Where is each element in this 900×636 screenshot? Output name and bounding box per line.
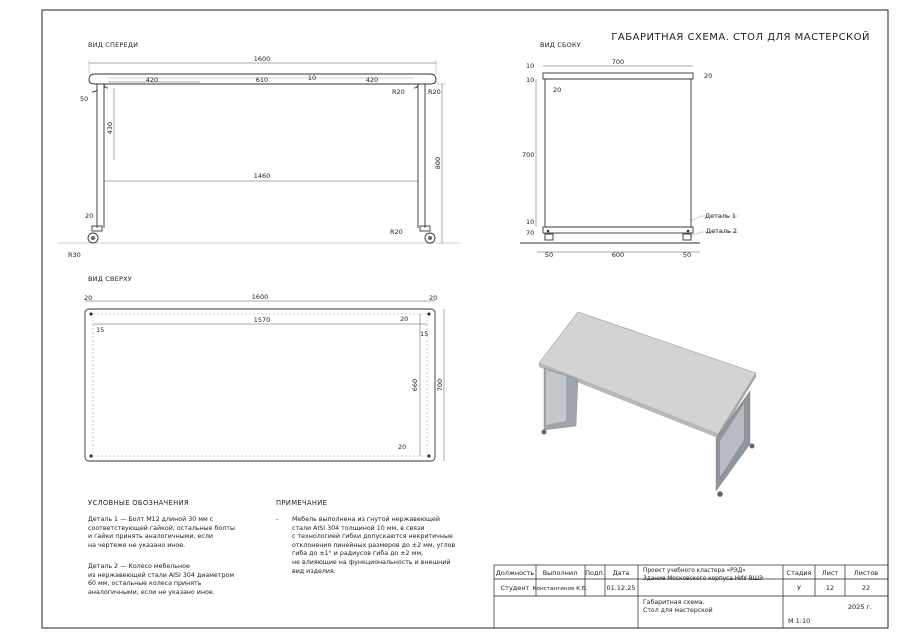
svg-text:600: 600 xyxy=(611,251,625,259)
svg-text:20: 20 xyxy=(704,72,713,80)
svg-text:Константинов К.Б.: Константинов К.Б. xyxy=(532,586,588,592)
legend-heading: УСЛОВНЫЕ ОБОЗНАЧЕНИЯ xyxy=(88,499,189,507)
svg-text:R20: R20 xyxy=(392,88,405,96)
svg-text:У: У xyxy=(797,584,801,592)
svg-text:Стадия: Стадия xyxy=(786,569,812,577)
svg-text:20: 20 xyxy=(429,294,438,302)
callout-detail-1: Деталь 1 xyxy=(705,212,737,220)
svg-text:Выполнил: Выполнил xyxy=(542,569,578,577)
svg-text:R30: R30 xyxy=(68,251,81,259)
svg-text:Листов: Листов xyxy=(853,569,879,577)
svg-text:20: 20 xyxy=(553,86,562,94)
svg-text:700: 700 xyxy=(522,151,535,159)
notes-text: Мебель выполнена из гнутой нержавеющей стали AISI 304 толщиной 10 мм, в связи с технологией гибки допускаются некритичные отклонения линейных размеров до ±2 мм, углов гиба до ±1° и радиусов гиба до ±2 мм, не влияющие на функциональность и внешний вид изделия. xyxy=(292,516,456,575)
isometric-render xyxy=(539,312,756,497)
svg-text:800: 800 xyxy=(434,156,442,170)
side-view-label: ВИД СБОКУ xyxy=(540,41,581,49)
title-block-drawing-name: Габаритная схема. Стол для мастерской xyxy=(643,599,713,614)
top-view-label: ВИД СВЕРХУ xyxy=(88,275,132,283)
svg-text:01.12.25: 01.12.25 xyxy=(606,584,636,592)
svg-text:М 1:10: М 1:10 xyxy=(788,617,811,625)
front-view xyxy=(58,41,460,259)
notes-dash: - xyxy=(276,516,279,523)
legend-item-1: Деталь 1 — Болт М12 длиной 30 мм с соответствующей гайкой; остальные болты и гайки принять аналогичными, если на чертеже не указано иное. xyxy=(88,516,235,549)
svg-text:22: 22 xyxy=(861,584,871,592)
notes-heading: ПРИМЕЧАНИЕ xyxy=(276,499,328,507)
svg-text:20: 20 xyxy=(84,294,93,302)
svg-text:Лист: Лист xyxy=(821,569,839,577)
svg-text:Дата: Дата xyxy=(612,569,630,577)
svg-text:420: 420 xyxy=(365,76,379,84)
svg-text:15: 15 xyxy=(96,326,105,334)
svg-text:420: 420 xyxy=(145,76,159,84)
svg-text:2025 г.: 2025 г. xyxy=(847,603,872,611)
svg-text:70: 70 xyxy=(526,229,535,237)
svg-text:20: 20 xyxy=(400,315,409,323)
svg-text:R20: R20 xyxy=(390,228,403,236)
svg-text:430: 430 xyxy=(106,121,114,135)
svg-text:20: 20 xyxy=(398,443,407,451)
svg-text:R20: R20 xyxy=(428,88,441,96)
svg-text:10: 10 xyxy=(526,76,535,84)
svg-text:10: 10 xyxy=(307,74,317,82)
svg-text:1600: 1600 xyxy=(253,55,271,63)
front-view-label: ВИД СПЕРЕДИ xyxy=(88,41,139,49)
title-block-project: Проект учебного кластера «РЭД» Здание Московского корпуса НИУ ВШЭ xyxy=(643,568,763,582)
svg-text:Подп.: Подп. xyxy=(585,569,605,577)
svg-text:700: 700 xyxy=(436,378,444,392)
svg-text:1600: 1600 xyxy=(251,293,269,301)
svg-text:15: 15 xyxy=(420,330,429,338)
drawing-title: ГАБАРИТНАЯ СХЕМА. СТОЛ ДЛЯ МАСТЕРСКОЙ xyxy=(611,32,870,43)
svg-text:610: 610 xyxy=(255,76,269,84)
svg-text:Студент: Студент xyxy=(500,584,530,592)
callout-detail-2: Деталь 2 xyxy=(706,227,738,235)
svg-text:20: 20 xyxy=(85,212,94,220)
side-view xyxy=(520,41,738,259)
svg-text:660: 660 xyxy=(411,378,419,392)
svg-text:1570: 1570 xyxy=(253,316,271,324)
legend-item-2: Деталь 2 — Колесо мебельное из нержавеющей стали AISI 304 диаметром 60 мм, остальные колеса принять аналогичными, если не указано иное. xyxy=(88,563,235,596)
top-view xyxy=(84,275,444,461)
svg-text:700: 700 xyxy=(611,58,625,66)
svg-text:50: 50 xyxy=(80,95,89,103)
svg-text:50: 50 xyxy=(682,251,692,259)
svg-text:10: 10 xyxy=(526,218,535,226)
svg-text:Должность: Должность xyxy=(495,569,535,577)
svg-text:1460: 1460 xyxy=(253,172,271,180)
svg-text:12: 12 xyxy=(825,584,835,592)
svg-text:10: 10 xyxy=(526,62,535,70)
svg-text:50: 50 xyxy=(544,251,554,259)
